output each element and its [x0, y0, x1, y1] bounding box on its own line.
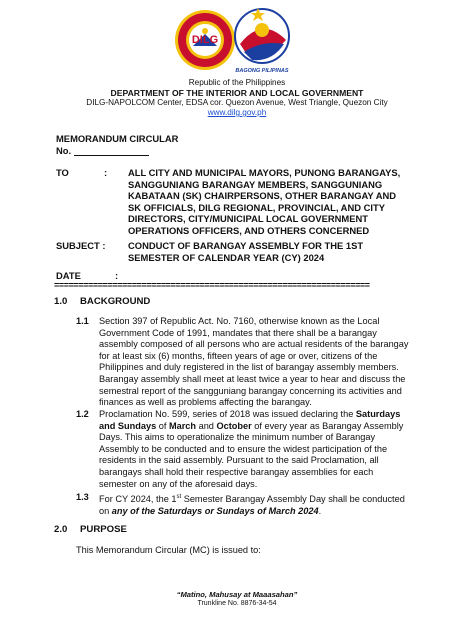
subject-label: SUBJECT :	[56, 240, 106, 251]
footer-motto: “Matino, Mahusay at Maaasahan”	[176, 590, 298, 599]
para-1-3-text: For CY 2024, the 1st Semester Barangay Assembly Day shall be conducted on any of the Saturdays or Sundays of March 2024.	[99, 494, 405, 516]
department-address: DILG-NAPOLCOM Center, EDSA cor. Quezon Avenue, West Triangle, Quezon City	[86, 98, 388, 107]
section-2-heading: PURPOSE	[80, 524, 127, 535]
republic-line: Republic of the Philippines	[188, 78, 286, 87]
website-link[interactable]: www.dilg.gov.ph	[207, 108, 267, 117]
section-1-number: 1.0	[54, 296, 68, 307]
memo-number-blank	[74, 147, 149, 156]
to-colon: :	[104, 167, 108, 178]
department-name: DEPARTMENT OF THE INTERIOR AND LOCAL GOVERNMENT	[110, 88, 364, 98]
bagong-pilipinas-logo-icon	[235, 8, 289, 63]
para-1-2-text: Proclamation No. 599, series of 2018 was issued declaring the Saturdays and Sundays of March and October of every year as Barangay Assembly Days. This aims to operationalize the minimum number of Barangay Assembly to be conducted and to ensure the widest participation of the residents in the said assembly. Pursuant to the said Proclamation, all barangays shall hold their respective barangay assemblies for each semester on any of the aforesaid days.	[99, 409, 404, 489]
date-label: DATE	[56, 270, 81, 281]
subject-text: CONDUCT OF BARANGAY ASSEMBLY FOR THE 1ST SEMESTER OF CALENDAR YEAR (CY) 2024	[128, 240, 364, 263]
memo-title: MEMORANDUM CIRCULAR	[56, 133, 179, 144]
date-colon: :	[115, 270, 119, 281]
para-1-1-text: Section 397 of Republic Act. No. 7160, otherwise known as the Local Government Code of 1991, mandates that there shall be a barangay assembly composed of all persons who are actual residents of the barangay for at least six (6) months, fifteen years of age or over, citizens of the Philippines and duly registered in the list of barangay assembly members. Barangay assembly shall meet at least twice a year to hear and discuss the semestral report of the sangguniang barangay concerning its activities and finances as well as problems affecting the barangay.	[99, 316, 409, 408]
to-recipients: ALL CITY AND MUNICIPAL MAYORS, PUNONG BARANGAYS, SANGGUNIANG BARANGAY MEMBERS, SANGGUNIANG KABATAAN (SK) CHAIRPERSONS, OTHER BARANGAY AND SK OFFICIALS, DILG REGIONAL, PROVINCIAL, AND CITY DIRECTORS, CITY/MUNICIPAL LOCAL GOVERNMENT OPERATIONS OFFICERS, AND OTHERS CONCERNED	[128, 167, 401, 236]
footer-trunkline: Trunkline No. 8876-34-54	[197, 600, 277, 607]
separator-line: =================================================================	[54, 280, 370, 290]
to-label: TO	[56, 167, 69, 178]
purpose-text: This Memorandum Circular (MC) is issued to:	[76, 545, 261, 555]
para-1-3-number: 1.3	[76, 492, 89, 502]
memo-number: No.	[56, 145, 149, 156]
header-logos	[0, 0, 474, 78]
para-1-2-number: 1.2	[76, 409, 89, 419]
para-1-1-number: 1.1	[76, 316, 89, 326]
section-1-heading: BACKGROUND	[80, 296, 151, 307]
section-2-number: 2.0	[54, 524, 68, 535]
bagong-pilipinas-text: BAGONG PILIPINAS	[235, 68, 289, 74]
dilg-logo-text: DILG	[191, 34, 219, 46]
